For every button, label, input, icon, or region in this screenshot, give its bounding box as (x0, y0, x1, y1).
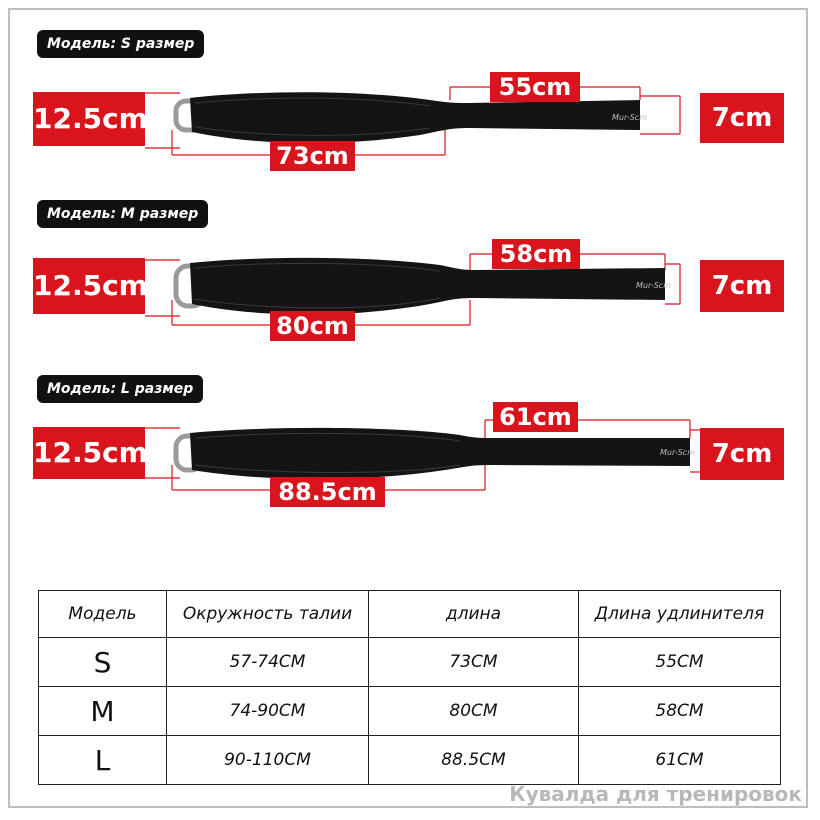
model-tag-l: Модель: L размер (37, 375, 203, 403)
label-extender-m: 58cm (492, 239, 580, 269)
label-length-m: 80cm (270, 311, 355, 341)
section-size-m (0, 170, 820, 340)
table-header-cell: Длина удлинителя (579, 591, 781, 638)
table-cell: 57-74CM (167, 638, 369, 687)
label-length-s: 73cm (270, 141, 355, 171)
label-extender-l: 61cm (493, 402, 578, 432)
table-cell: 74-90CM (167, 687, 369, 736)
table-cell: 88.5CM (369, 736, 579, 785)
section-size-l (0, 340, 820, 506)
table-cell: 73CM (369, 638, 579, 687)
table-cell: 58CM (579, 687, 781, 736)
table-header-cell: длина (369, 591, 579, 638)
label-extender-width-l: 7cm (700, 428, 784, 480)
belt-body-l (190, 428, 690, 479)
belt-logo-s: Mur-Scm (612, 113, 647, 122)
belt-logo-l: Mur-Scm (660, 448, 695, 457)
label-extender-s: 55cm (490, 72, 580, 102)
label-width-s: 12.5cm (33, 92, 145, 146)
table-header-row (39, 591, 781, 638)
model-tag-m: Модель: M размер (37, 200, 208, 228)
table-cell-model: L (39, 736, 167, 785)
table-row (39, 638, 781, 687)
label-width-l: 12.5cm (33, 427, 145, 479)
watermark-text: Кувалда для тренировок (509, 782, 802, 806)
table-cell: 55CM (579, 638, 781, 687)
size-table (38, 590, 781, 785)
table-cell: 90-110CM (167, 736, 369, 785)
belt-logo-m: Mur-Scm (636, 281, 671, 290)
table-cell-model: S (39, 638, 167, 687)
table-cell: 61CM (579, 736, 781, 785)
label-extender-width-m: 7cm (700, 260, 784, 312)
label-extender-width-s: 7cm (700, 93, 784, 143)
table-row (39, 736, 781, 785)
table-header-cell: Модель (39, 591, 167, 638)
label-width-m: 12.5cm (33, 258, 145, 314)
section-size-s (0, 0, 820, 170)
table-row (39, 687, 781, 736)
table-cell: 80CM (369, 687, 579, 736)
model-tag-s: Модель: S размер (37, 30, 204, 58)
label-length-l: 88.5cm (270, 477, 385, 507)
table-header-cell: Окружность талии (167, 591, 369, 638)
table-cell-model: M (39, 687, 167, 736)
